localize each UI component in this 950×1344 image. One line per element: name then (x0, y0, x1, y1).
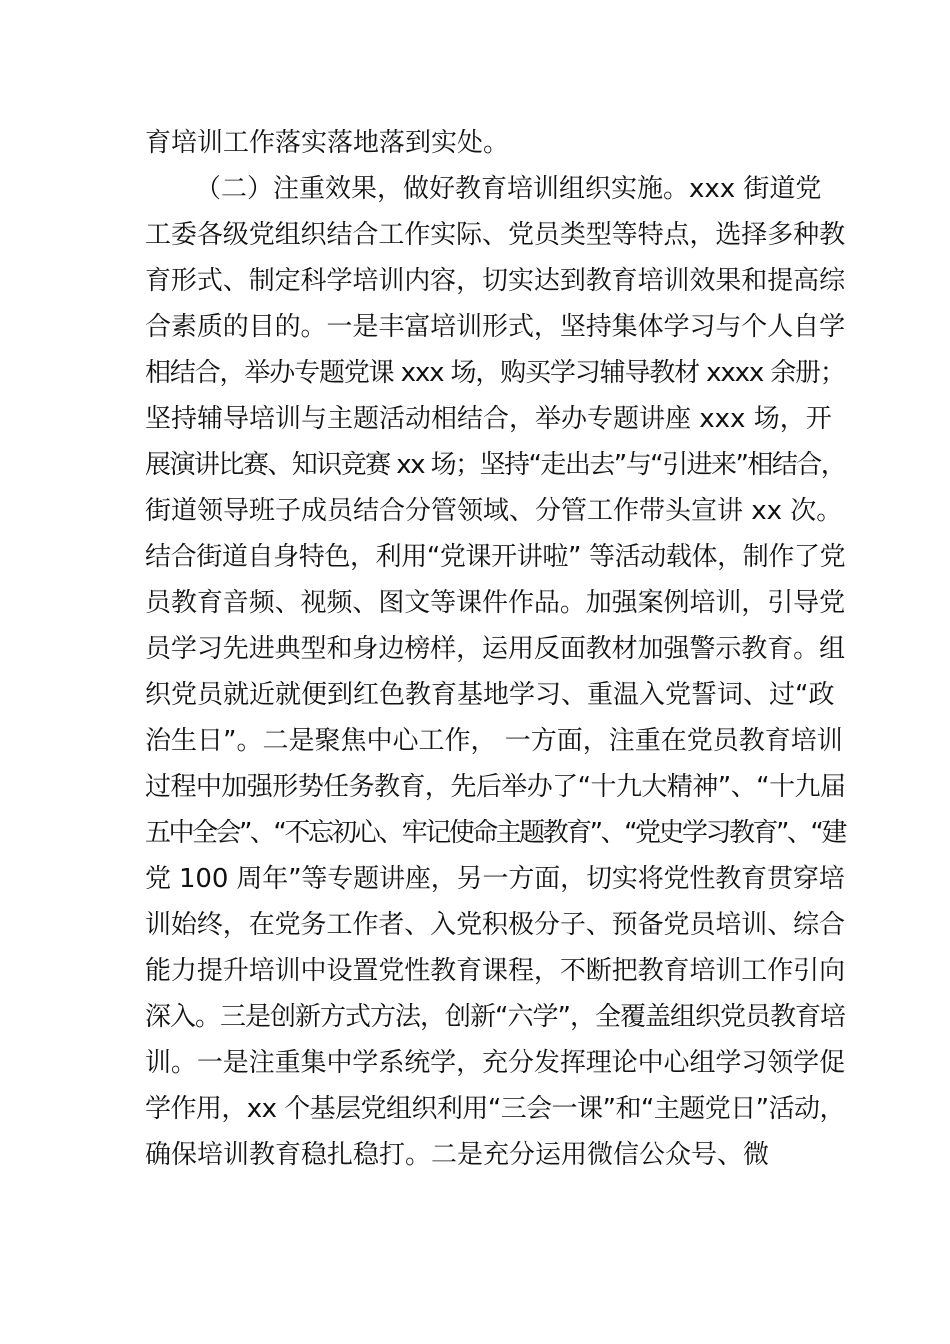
text-line: 育形式、制定科学培训内容，切实达到教育培训效果和提高综 (145, 266, 846, 296)
text-line: 深入。三是创新方式方法，创新“六学”，全覆盖组织党员教育培 (145, 1002, 845, 1032)
text-line: 训。一是注重集中学系统学，充分发挥理论中心组学习领学促 (145, 1048, 846, 1078)
text-line: 确保培训教育稳扎稳打。二是充分运用微信公众号、微 (145, 1140, 770, 1170)
text-line: 学作用，xx 个基层党组织利用“三会一课”和“主题党日”活动， (145, 1094, 845, 1124)
text-line: 过程中加强形势任务教育，先后举办了“十九大精神”、“十九届 (145, 772, 846, 802)
text-line: 织党员就近就便到红色教育基地学习、重温入党誓词、过“政 (145, 680, 835, 710)
text-line: 治生日”。二是聚焦中心工作， 一方面，注重在党员教育培训 (145, 726, 843, 756)
text-line: 坚持辅导培训与主题活动相结合，举办专题讲座 xxx 场，开 (145, 404, 832, 434)
text-line: 结合街道自身特色，利用“党课开讲啦” 等活动载体，制作了党 (145, 542, 846, 572)
text-line: 街道领导班子成员结合分管领域、分管工作带头宣讲 xx 次。 (145, 496, 843, 526)
document-body (145, 120, 845, 1178)
text-line: 相结合，举办专题党课 xxx 场，购买学习辅导教材 xxxx 余册； (145, 358, 845, 388)
text-line: 党 100 周年”等专题讲座，另一方面，切实将党性教育贯穿培 (145, 864, 845, 894)
text-line: 员学习先进典型和身边榜样，运用反面教材加强警示教育。组 (145, 634, 846, 664)
text-line: 工委各级党组织结合工作实际、党员类型等特点，选择多种教 (145, 220, 846, 250)
text-line: 能力提升培训中设置党性教育课程，不断把教育培训工作引向 (145, 956, 846, 986)
text-line: 合素质的目的。一是丰富培训形式，坚持集体学习与个人自学 (145, 312, 846, 342)
text-line: 展演讲比赛、知识竞赛 xx 场；坚持“走出去”与“引进来”相结合， (145, 450, 846, 480)
text-line: 育培训工作落实落地落到实处。 (145, 128, 510, 158)
text-line: 员教育音频、视频、图文等课件作品。加强案例培训，引导党 (145, 588, 846, 618)
text-line: 五中全会”、“不忘初心、牢记使命主题教育”、“党史学习教育”、“建 (145, 818, 845, 848)
paragraph-start-line: （二）注重效果，做好教育培训组织实施。xxx 街道党 (195, 174, 822, 204)
text-line: 训始终，在党务工作者、入党积极分子、预备党员培训、综合 (145, 910, 846, 940)
